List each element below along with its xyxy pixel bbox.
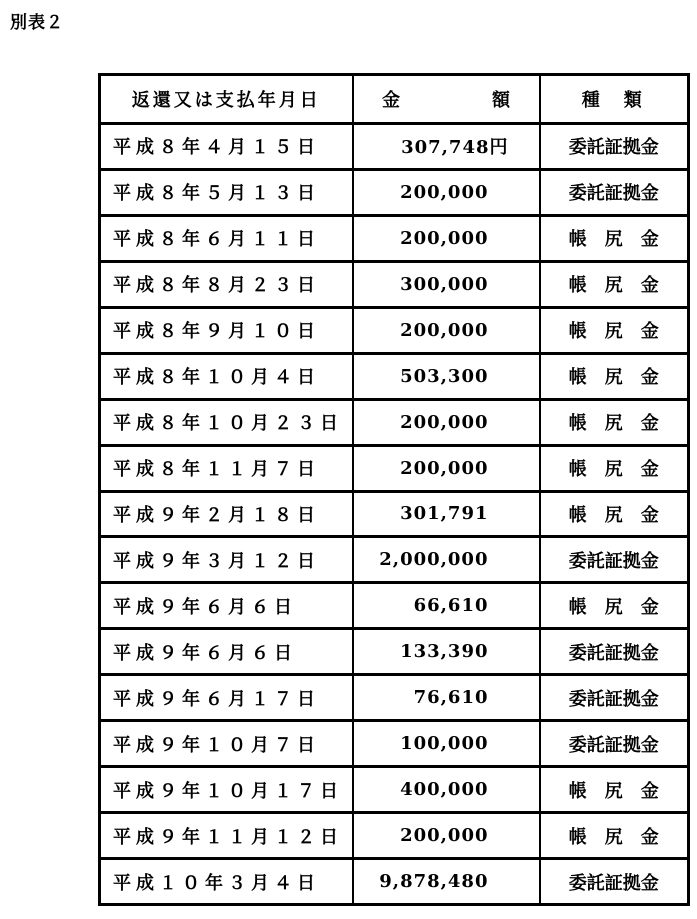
- header-amount-left: 金: [382, 90, 400, 111]
- table-row: [100, 445, 689, 491]
- row-date: 平成９年６月６日: [100, 583, 353, 629]
- table-body: [100, 124, 689, 905]
- row-kind: 帳尻金: [540, 491, 689, 537]
- row-date: 平成９年２月１８日: [100, 491, 353, 537]
- row-kind: 帳尻金: [540, 583, 689, 629]
- row-amount: 100,000: [353, 721, 540, 767]
- row-amount: 9,878,480: [353, 859, 540, 905]
- row-date: 平成８年５月１３日: [100, 169, 353, 215]
- table-row: [100, 124, 689, 170]
- row-amount: 301,791: [353, 491, 540, 537]
- row-date: 平成８年１０月２３日: [100, 399, 353, 445]
- row-date: 平成９年１０月１７日: [100, 767, 353, 813]
- row-date: 平成９年３月１２日: [100, 537, 353, 583]
- page-label: 別表２: [10, 13, 64, 33]
- table-row: [100, 307, 689, 353]
- row-amount: 200,000: [353, 307, 540, 353]
- table-header-row: [100, 75, 689, 124]
- row-amount: 503,300: [353, 353, 540, 399]
- row-amount: 200,000: [353, 445, 540, 491]
- table-row: [100, 261, 689, 307]
- row-date: 平成８年８月２３日: [100, 261, 353, 307]
- table-row: [100, 215, 689, 261]
- row-kind: 帳尻金: [540, 215, 689, 261]
- table-row: [100, 629, 689, 675]
- row-amount: 200,000: [353, 169, 540, 215]
- row-amount: 2,000,000: [353, 537, 540, 583]
- row-amount: 133,390: [353, 629, 540, 675]
- row-kind: 帳尻金: [540, 261, 689, 307]
- row-date: 平成９年１１月１２日: [100, 813, 353, 859]
- header-date: 返還又は支払年月日: [100, 75, 353, 124]
- payment-table-container: [98, 73, 687, 906]
- row-amount: 76,610: [353, 675, 540, 721]
- row-amount: 400,000: [353, 767, 540, 813]
- header-kind: 種類: [540, 75, 689, 124]
- table-row: [100, 859, 689, 905]
- table-row: [100, 721, 689, 767]
- row-kind: 帳尻金: [540, 307, 689, 353]
- row-amount: 300,000: [353, 261, 540, 307]
- row-amount: 200,000: [353, 813, 540, 859]
- row-kind: 委託証拠金: [540, 675, 689, 721]
- row-date: 平成８年１０月４日: [100, 353, 353, 399]
- row-kind: 委託証拠金: [540, 537, 689, 583]
- row-kind: 委託証拠金: [540, 169, 689, 215]
- row-kind: 委託証拠金: [568, 872, 659, 894]
- row-amount: 200,000: [353, 215, 540, 261]
- table-row: [100, 491, 689, 537]
- row-kind: 帳尻金: [540, 813, 689, 859]
- table-row: [100, 537, 689, 583]
- row-date: 平成９年１０月７日: [100, 721, 353, 767]
- table-row: [100, 675, 689, 721]
- table-row: [100, 767, 689, 813]
- table-row: [100, 813, 689, 859]
- table-row: [100, 583, 689, 629]
- row-kind: 委託証拠金: [540, 721, 689, 767]
- row-amount: 307,748円: [353, 124, 540, 170]
- header-amount: [353, 75, 540, 124]
- row-date: 平成８年６月１１日: [100, 215, 353, 261]
- row-date: 平成８年１１月７日: [100, 445, 353, 491]
- row-kind: 委託証拠金: [540, 629, 689, 675]
- row-date: 平成１０年３月４日: [100, 859, 353, 905]
- row-amount: 200,000: [353, 399, 540, 445]
- row-date: 平成９年６月６日: [100, 629, 353, 675]
- row-kind: 委託証拠金: [540, 124, 689, 170]
- table-row: [100, 353, 689, 399]
- table-row: [100, 399, 689, 445]
- payment-table: [98, 73, 690, 906]
- row-kind: 帳尻金: [540, 353, 689, 399]
- row-date: 平成８年９月１０日: [100, 307, 353, 353]
- row-date: 平成９年６月１７日: [100, 675, 353, 721]
- row-amount: 66,610: [353, 583, 540, 629]
- row-kind: 帳尻金: [540, 399, 689, 445]
- row-date: 平成８年４月１５日: [100, 124, 353, 170]
- row-kind: 帳尻金: [540, 767, 689, 813]
- header-amount-right: 額: [492, 90, 510, 111]
- table-row: [100, 169, 689, 215]
- row-kind: 帳尻金: [540, 445, 689, 491]
